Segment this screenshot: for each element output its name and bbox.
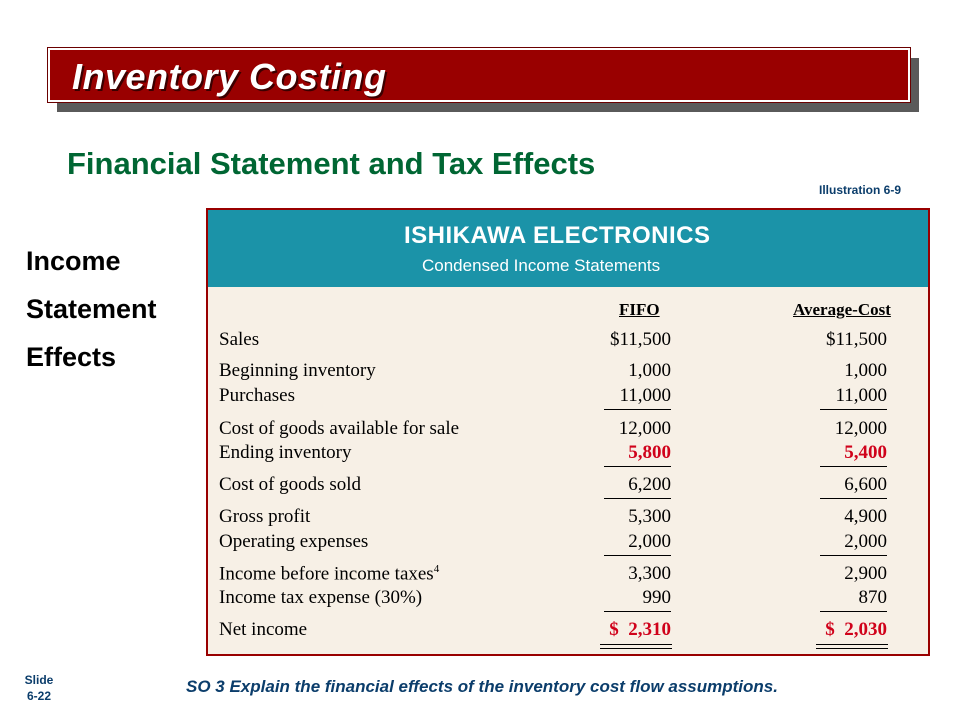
value-ending-inventory-average: 5,400 [844,442,887,463]
value-purchases-fifo: 11,000 [619,385,671,406]
double-underline [600,644,672,649]
value-net-income-average: $ 2,030 [825,619,887,640]
underline [820,611,887,612]
row-label-text: Income before income taxes [219,563,434,585]
side-label-statement: Statement [26,294,157,324]
row-label-gross-profit: Gross profit [219,506,311,527]
row-label-ending-inventory: Ending inventory [219,442,352,463]
row-label-income-before-taxes [219,563,439,585]
row-label-income-tax-expense: Income tax expense (30%) [219,587,423,608]
value-gross-profit-average: 4,900 [844,506,887,527]
value-income-tax-average: 870 [858,587,887,608]
footnote-marker: 4 [433,563,440,575]
slide-label-text: Slide [24,673,54,687]
value-income-tax-fifo: 990 [642,587,671,608]
underline [820,498,887,499]
row-label-net-income: Net income [219,619,308,640]
income-statement-panel [206,208,930,656]
row-label-beginning-inventory: Beginning inventory [219,360,376,381]
row-label-operating-expenses: Operating expenses [219,531,369,552]
value-net-income-fifo: $ 2,310 [609,619,671,640]
side-label-effects: Effects [26,342,117,372]
value-cogs-average: 6,600 [844,474,887,495]
company-name: ISHIKAWA ELECTRONICS [404,222,711,249]
study-objective-footer: SO 3 Explain the financial effects of the inventory cost flow assumptions. [186,677,778,696]
underline [604,466,671,467]
column-header-fifo: FIFO [619,300,660,319]
underline [820,466,887,467]
underline [604,409,671,410]
slide-number [14,672,64,704]
value-operating-expenses-average: 2,000 [844,531,887,552]
value-beginning-inventory-fifo: 1,000 [628,360,671,381]
value-income-before-taxes-fifo: 3,300 [628,563,671,584]
underline [604,555,671,556]
value-ending-inventory-fifo: 5,800 [628,442,671,463]
subtitle: Financial Statement and Tax Effects [67,146,596,181]
value-cogas-fifo: 12,000 [618,418,671,439]
column-header-average-cost: Average-Cost [793,300,891,319]
title-banner [48,48,910,102]
slide-number-text: 6-22 [26,689,52,703]
statement-title: Condensed Income Statements [422,256,661,275]
underline [604,611,671,612]
row-label-purchases: Purchases [219,385,295,406]
underline [604,498,671,499]
value-operating-expenses-fifo: 2,000 [628,531,671,552]
value-purchases-average: 11,000 [835,385,887,406]
value-beginning-inventory-average: 1,000 [844,360,887,381]
page-title: Inventory Costing [72,56,387,97]
side-label-income: Income [26,246,121,276]
illustration-label: Illustration 6-9 [819,183,902,197]
value-sales-fifo: $11,500 [609,329,671,350]
row-label-cost-of-goods-sold: Cost of goods sold [219,474,361,495]
row-label-cost-of-goods-available: Cost of goods available for sale [219,418,460,439]
value-cogs-fifo: 6,200 [628,474,671,495]
underline [820,409,887,410]
double-underline [816,644,888,649]
value-gross-profit-fifo: 5,300 [628,506,671,527]
value-sales-average: $11,500 [825,329,887,350]
row-label-sales: Sales [219,329,260,350]
statement-header [208,210,928,287]
value-cogas-average: 12,000 [834,418,887,439]
value-income-before-taxes-average: 2,900 [844,563,887,584]
underline [820,555,887,556]
